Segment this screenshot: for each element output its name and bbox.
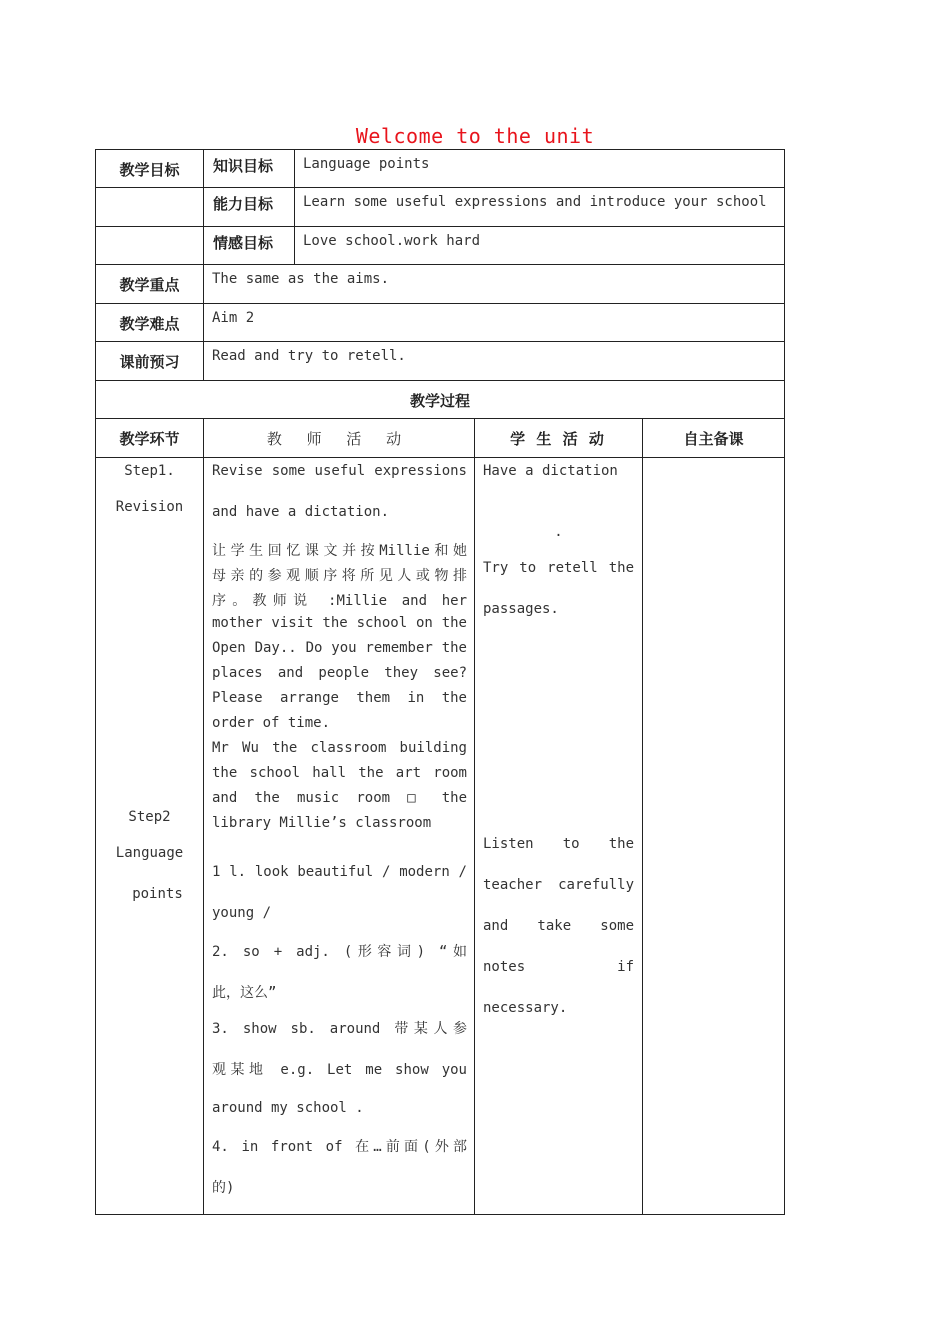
student-line: teacher carefully xyxy=(483,877,634,893)
student-line: necessary. xyxy=(483,1000,568,1016)
col-teacher-header: 教 师 活 动 xyxy=(204,419,475,458)
col-student-header: 学 生 活 动 xyxy=(475,419,643,458)
row-keypoint xyxy=(96,265,785,304)
emotion-value: Love school.work hard xyxy=(295,227,785,265)
col-notes-header: 自主备课 xyxy=(643,419,785,458)
teacher-line: the school hall the art room xyxy=(212,765,467,781)
step2-name-2: points xyxy=(132,886,183,902)
student-dot: . xyxy=(554,524,563,540)
teacher-line: places and people they see? xyxy=(212,665,467,681)
row-ability xyxy=(96,188,785,227)
teacher-line: Open Day.. Do you remember the xyxy=(212,640,467,656)
process-heading: 教学过程 xyxy=(96,381,785,419)
teacher-line: mother visit the school on the xyxy=(212,615,467,631)
row-process-body xyxy=(96,458,785,1215)
teacher-line: 序。教师说 :Millie and her xyxy=(212,593,467,609)
keypoint-value: The same as the aims. xyxy=(204,265,785,304)
step2-label: Step2 xyxy=(128,809,171,825)
step2-name-1: Language xyxy=(115,845,184,861)
teacher-line: young / xyxy=(212,905,272,921)
empty-cell xyxy=(96,227,204,265)
teacher-line: 母亲的参观顺序将所见人或物排 xyxy=(212,568,467,584)
row-preview xyxy=(96,342,785,381)
teacher-line: Mr Wu the classroom building xyxy=(212,740,467,756)
student-line: notes if xyxy=(483,959,634,975)
col-stage-header: 教学环节 xyxy=(96,419,204,458)
teacher-line: Please arrange them in the xyxy=(212,690,467,706)
teacher-line: and have a dictation. xyxy=(212,504,390,520)
student-line: Listen to the xyxy=(483,836,634,852)
teacher-line: 此，这么” xyxy=(212,985,277,1001)
lesson-plan-table xyxy=(95,149,785,1215)
row-column-headers xyxy=(96,419,785,458)
document-title: Welcome to the unit xyxy=(355,124,595,148)
teacher-line: 1 l. look beautiful / modern / xyxy=(212,864,467,880)
student-line: and take some xyxy=(483,918,634,934)
teacher-line: 观某地 e.g. Let me show you xyxy=(212,1062,467,1078)
objectives-label: 教学目标 xyxy=(96,150,204,188)
row-difficulty xyxy=(96,304,785,342)
step1-label: Step1. xyxy=(124,463,175,479)
row-knowledge xyxy=(96,150,785,188)
difficulty-label: 教学难点 xyxy=(96,304,204,342)
notes-cell xyxy=(643,458,785,1215)
row-emotion xyxy=(96,227,785,265)
teacher-line: 让学生回忆课文并按Millie和她 xyxy=(212,543,467,559)
row-process-heading xyxy=(96,381,785,419)
empty-cell xyxy=(96,188,204,227)
teacher-line: 4. in front of 在…前面(外部 xyxy=(212,1139,467,1155)
teacher-line: 的) xyxy=(212,1180,235,1196)
teacher-line: 2. so + adj. (形容词) “如 xyxy=(212,944,467,960)
emotion-label: 情感目标 xyxy=(204,227,295,265)
teacher-line: order of time. xyxy=(212,715,331,731)
keypoint-label: 教学重点 xyxy=(96,265,204,304)
preview-label: 课前预习 xyxy=(96,342,204,381)
ability-label: 能力目标 xyxy=(204,188,295,227)
knowledge-value: Language points xyxy=(295,150,785,188)
teacher-line: Revise some useful expressions xyxy=(212,463,467,479)
teacher-line: library Millie’s classroom xyxy=(212,815,432,831)
student-line: passages. xyxy=(483,601,559,617)
teacher-line: around my school . xyxy=(212,1100,364,1116)
difficulty-value: Aim 2 xyxy=(204,304,785,342)
teacher-line: and the music room □ the xyxy=(212,790,467,806)
step1-name: Revision xyxy=(115,499,184,515)
student-line: Try to retell the xyxy=(483,560,634,576)
knowledge-label: 知识目标 xyxy=(204,150,295,188)
student-line: Have a dictation xyxy=(483,463,618,479)
student-activity-cell xyxy=(475,458,643,1215)
ability-value: Learn some useful expressions and introduce your school xyxy=(295,188,785,227)
teacher-line: 3. show sb. around 带某人参 xyxy=(212,1021,467,1037)
stage-cell xyxy=(96,458,204,1215)
teacher-activity-cell xyxy=(204,458,475,1215)
preview-value: Read and try to retell. xyxy=(204,342,785,381)
